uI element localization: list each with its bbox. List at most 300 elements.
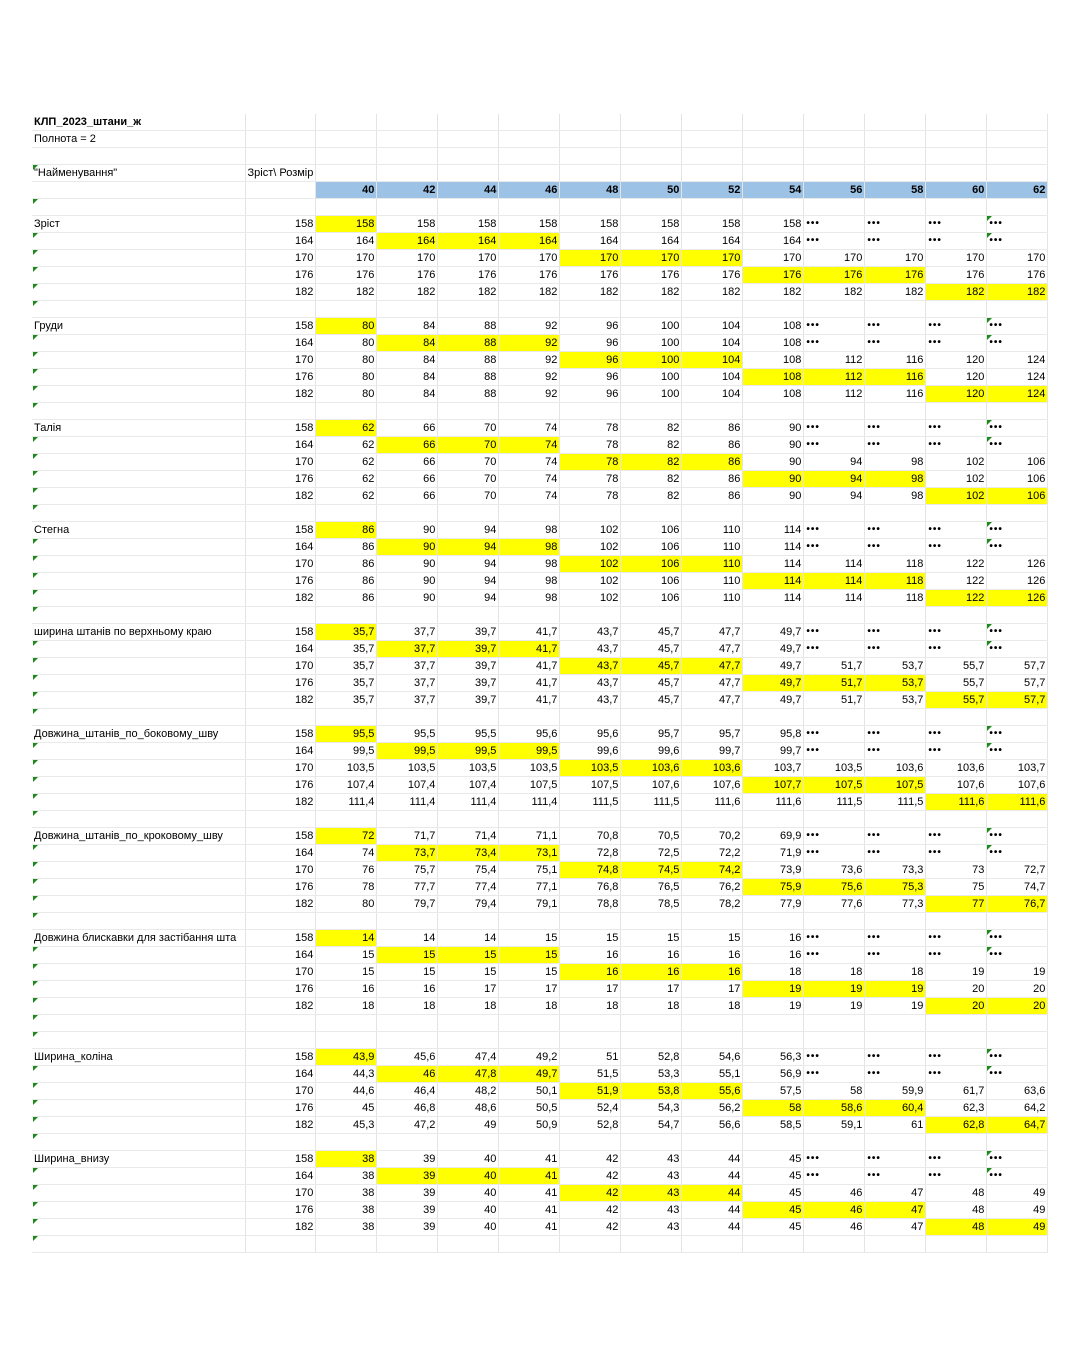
- value-cell[interactable]: 18: [743, 964, 804, 981]
- value-cell[interactable]: 100: [621, 369, 682, 386]
- ellipsis-cell[interactable]: •••: [804, 641, 865, 658]
- value-cell[interactable]: 15: [499, 964, 560, 981]
- value-cell[interactable]: 45: [316, 1100, 377, 1117]
- value-cell[interactable]: 62: [316, 454, 377, 471]
- label-cell[interactable]: [32, 437, 245, 454]
- value-cell[interactable]: 47,7: [682, 624, 743, 641]
- ellipsis-cell[interactable]: •••: [987, 726, 1048, 743]
- value-cell[interactable]: 99,6: [560, 743, 621, 760]
- height-cell[interactable]: 164: [245, 1168, 316, 1185]
- value-cell[interactable]: 170: [377, 250, 438, 267]
- value-cell[interactable]: 39,7: [438, 692, 499, 709]
- value-cell[interactable]: 107,5: [499, 777, 560, 794]
- value-cell[interactable]: 76,5: [621, 879, 682, 896]
- value-cell[interactable]: 80: [316, 896, 377, 913]
- value-cell[interactable]: 38: [316, 1168, 377, 1185]
- value-cell[interactable]: 39,7: [438, 675, 499, 692]
- size-header-cell[interactable]: 44: [438, 182, 499, 199]
- size-header-cell[interactable]: 54: [743, 182, 804, 199]
- value-cell[interactable]: 124: [987, 386, 1048, 403]
- value-cell[interactable]: 96: [560, 369, 621, 386]
- value-cell[interactable]: 114: [743, 522, 804, 539]
- value-cell[interactable]: 17: [621, 981, 682, 998]
- value-cell[interactable]: 39: [377, 1219, 438, 1236]
- value-cell[interactable]: 77,6: [804, 896, 865, 913]
- value-cell[interactable]: 43,7: [560, 641, 621, 658]
- value-cell[interactable]: 95,8: [743, 726, 804, 743]
- ellipsis-cell[interactable]: •••: [865, 641, 926, 658]
- value-cell[interactable]: 15: [316, 964, 377, 981]
- value-cell[interactable]: 50,9: [499, 1117, 560, 1134]
- ellipsis-cell[interactable]: •••: [926, 726, 987, 743]
- ellipsis-cell[interactable]: •••: [865, 1066, 926, 1083]
- height-cell[interactable]: 176: [245, 369, 316, 386]
- value-cell[interactable]: 176: [560, 267, 621, 284]
- label-cell[interactable]: [32, 1185, 245, 1202]
- value-cell[interactable]: 75,6: [804, 879, 865, 896]
- value-cell[interactable]: 182: [743, 284, 804, 301]
- value-cell[interactable]: 80: [316, 386, 377, 403]
- section-name-cell[interactable]: ширина штанів по верхньому краю: [32, 624, 245, 641]
- value-cell[interactable]: 98: [865, 488, 926, 505]
- label-cell[interactable]: [32, 658, 245, 675]
- height-cell[interactable]: 164: [245, 845, 316, 862]
- value-cell[interactable]: 84: [377, 369, 438, 386]
- value-cell[interactable]: 45: [743, 1168, 804, 1185]
- value-cell[interactable]: 78: [560, 437, 621, 454]
- value-cell[interactable]: 95,5: [438, 726, 499, 743]
- ellipsis-cell[interactable]: •••: [865, 726, 926, 743]
- value-cell[interactable]: 164: [316, 233, 377, 250]
- value-cell[interactable]: 49,7: [743, 641, 804, 658]
- value-cell[interactable]: 99,5: [377, 743, 438, 760]
- value-cell[interactable]: 40: [438, 1168, 499, 1185]
- value-cell[interactable]: 122: [926, 590, 987, 607]
- value-cell[interactable]: 94: [438, 539, 499, 556]
- value-cell[interactable]: 182: [560, 284, 621, 301]
- ellipsis-cell[interactable]: •••: [804, 335, 865, 352]
- value-cell[interactable]: 170: [621, 250, 682, 267]
- value-cell[interactable]: 112: [804, 386, 865, 403]
- value-cell[interactable]: 45,7: [621, 692, 682, 709]
- value-cell[interactable]: 110: [682, 539, 743, 556]
- value-cell[interactable]: 176: [926, 267, 987, 284]
- height-cell[interactable]: 176: [245, 267, 316, 284]
- value-cell[interactable]: 54,7: [621, 1117, 682, 1134]
- section-name-cell[interactable]: Стегна: [32, 522, 245, 539]
- value-cell[interactable]: 107,7: [743, 777, 804, 794]
- ellipsis-cell[interactable]: •••: [804, 437, 865, 454]
- value-cell[interactable]: 106: [621, 539, 682, 556]
- value-cell[interactable]: 15: [499, 930, 560, 947]
- value-cell[interactable]: 53,7: [865, 675, 926, 692]
- ellipsis-cell[interactable]: •••: [987, 1151, 1048, 1168]
- value-cell[interactable]: 107,5: [804, 777, 865, 794]
- section-name-cell[interactable]: Груди: [32, 318, 245, 335]
- value-cell[interactable]: 47: [865, 1185, 926, 1202]
- ellipsis-cell[interactable]: •••: [926, 828, 987, 845]
- label-cell[interactable]: [32, 981, 245, 998]
- section-name-cell[interactable]: Довжина_штанів_по_боковому_шву: [32, 726, 245, 743]
- height-cell[interactable]: 170: [245, 556, 316, 573]
- value-cell[interactable]: 45: [743, 1151, 804, 1168]
- value-cell[interactable]: 70: [438, 454, 499, 471]
- value-cell[interactable]: 98: [865, 454, 926, 471]
- value-cell[interactable]: 35,7: [316, 658, 377, 675]
- value-cell[interactable]: 76,7: [987, 896, 1048, 913]
- value-cell[interactable]: 107,5: [865, 777, 926, 794]
- value-cell[interactable]: 103,5: [499, 760, 560, 777]
- height-cell[interactable]: 176: [245, 471, 316, 488]
- value-cell[interactable]: 114: [804, 590, 865, 607]
- value-cell[interactable]: 90: [377, 539, 438, 556]
- value-cell[interactable]: 72,2: [682, 845, 743, 862]
- value-cell[interactable]: 62,8: [926, 1117, 987, 1134]
- ellipsis-cell[interactable]: •••: [865, 828, 926, 845]
- value-cell[interactable]: 170: [438, 250, 499, 267]
- value-cell[interactable]: 62: [316, 420, 377, 437]
- value-cell[interactable]: 176: [377, 267, 438, 284]
- value-cell[interactable]: 53,8: [621, 1083, 682, 1100]
- value-cell[interactable]: 16: [682, 947, 743, 964]
- height-cell[interactable]: 170: [245, 658, 316, 675]
- value-cell[interactable]: 106: [987, 454, 1048, 471]
- value-cell[interactable]: 38: [316, 1151, 377, 1168]
- name-header-cell[interactable]: "Найменування": [32, 165, 245, 182]
- value-cell[interactable]: 46: [804, 1219, 865, 1236]
- value-cell[interactable]: 43,7: [560, 675, 621, 692]
- ellipsis-cell[interactable]: •••: [804, 420, 865, 437]
- value-cell[interactable]: 170: [743, 250, 804, 267]
- value-cell[interactable]: 73,9: [743, 862, 804, 879]
- value-cell[interactable]: 58,5: [743, 1117, 804, 1134]
- value-cell[interactable]: 43,9: [316, 1049, 377, 1066]
- value-cell[interactable]: 80: [316, 369, 377, 386]
- value-cell[interactable]: 106: [621, 556, 682, 573]
- value-cell[interactable]: 176: [987, 267, 1048, 284]
- value-cell[interactable]: 158: [438, 216, 499, 233]
- value-cell[interactable]: 74: [499, 454, 560, 471]
- value-cell[interactable]: 50,1: [499, 1083, 560, 1100]
- value-cell[interactable]: 176: [316, 267, 377, 284]
- value-cell[interactable]: 45: [743, 1219, 804, 1236]
- height-cell[interactable]: 170: [245, 964, 316, 981]
- height-cell[interactable]: 182: [245, 794, 316, 811]
- value-cell[interactable]: 176: [804, 267, 865, 284]
- value-cell[interactable]: 18: [316, 998, 377, 1015]
- value-cell[interactable]: 71,4: [438, 828, 499, 845]
- value-cell[interactable]: 90: [377, 590, 438, 607]
- height-cell[interactable]: 164: [245, 641, 316, 658]
- value-cell[interactable]: 15: [682, 930, 743, 947]
- value-cell[interactable]: 82: [621, 488, 682, 505]
- value-cell[interactable]: 74,5: [621, 862, 682, 879]
- value-cell[interactable]: 41: [499, 1202, 560, 1219]
- height-cell[interactable]: 170: [245, 250, 316, 267]
- value-cell[interactable]: 62: [316, 471, 377, 488]
- value-cell[interactable]: 51,5: [560, 1066, 621, 1083]
- value-cell[interactable]: 104: [682, 318, 743, 335]
- size-header-cell[interactable]: 42: [377, 182, 438, 199]
- value-cell[interactable]: 72,7: [987, 862, 1048, 879]
- ellipsis-cell[interactable]: •••: [926, 743, 987, 760]
- value-cell[interactable]: 114: [743, 556, 804, 573]
- value-cell[interactable]: 49,7: [743, 675, 804, 692]
- value-cell[interactable]: 18: [682, 998, 743, 1015]
- value-cell[interactable]: 170: [987, 250, 1048, 267]
- value-cell[interactable]: 35,7: [316, 692, 377, 709]
- value-cell[interactable]: 90: [743, 437, 804, 454]
- value-cell[interactable]: 42: [560, 1202, 621, 1219]
- height-cell[interactable]: 164: [245, 1066, 316, 1083]
- value-cell[interactable]: 43,7: [560, 624, 621, 641]
- value-cell[interactable]: 15: [316, 947, 377, 964]
- value-cell[interactable]: 73,6: [804, 862, 865, 879]
- value-cell[interactable]: 108: [743, 369, 804, 386]
- value-cell[interactable]: 111,5: [560, 794, 621, 811]
- value-cell[interactable]: 59,1: [804, 1117, 865, 1134]
- value-cell[interactable]: 86: [316, 522, 377, 539]
- label-cell[interactable]: [32, 692, 245, 709]
- value-cell[interactable]: 49: [987, 1185, 1048, 1202]
- value-cell[interactable]: 49: [987, 1202, 1048, 1219]
- value-cell[interactable]: 15: [438, 964, 499, 981]
- value-cell[interactable]: 103,6: [926, 760, 987, 777]
- value-cell[interactable]: 49,7: [743, 692, 804, 709]
- ellipsis-cell[interactable]: •••: [987, 318, 1048, 335]
- value-cell[interactable]: 45,6: [377, 1049, 438, 1066]
- label-cell[interactable]: [32, 471, 245, 488]
- size-header-cell[interactable]: 50: [621, 182, 682, 199]
- value-cell[interactable]: 16: [377, 981, 438, 998]
- ellipsis-cell[interactable]: •••: [987, 641, 1048, 658]
- value-cell[interactable]: 118: [865, 573, 926, 590]
- value-cell[interactable]: 84: [377, 386, 438, 403]
- value-cell[interactable]: 103,6: [682, 760, 743, 777]
- height-cell[interactable]: 176: [245, 1100, 316, 1117]
- label-cell[interactable]: [32, 573, 245, 590]
- value-cell[interactable]: 15: [377, 947, 438, 964]
- value-cell[interactable]: 107,5: [560, 777, 621, 794]
- value-cell[interactable]: 48,2: [438, 1083, 499, 1100]
- value-cell[interactable]: 88: [438, 318, 499, 335]
- section-name-cell[interactable]: Довжина блискавки для застібання шта: [32, 930, 245, 947]
- value-cell[interactable]: 16: [743, 930, 804, 947]
- value-cell[interactable]: 16: [560, 947, 621, 964]
- value-cell[interactable]: 170: [560, 250, 621, 267]
- ellipsis-cell[interactable]: •••: [926, 1168, 987, 1185]
- value-cell[interactable]: 75,3: [865, 879, 926, 896]
- value-cell[interactable]: 39: [377, 1202, 438, 1219]
- value-cell[interactable]: 79,7: [377, 896, 438, 913]
- size-header-cell[interactable]: 48: [560, 182, 621, 199]
- sheet-title-cell[interactable]: КЛП_2023_штани_ж: [32, 114, 245, 131]
- value-cell[interactable]: 39: [377, 1151, 438, 1168]
- value-cell[interactable]: 94: [438, 556, 499, 573]
- value-cell[interactable]: 158: [621, 216, 682, 233]
- value-cell[interactable]: 45,7: [621, 641, 682, 658]
- value-cell[interactable]: 46: [804, 1185, 865, 1202]
- ellipsis-cell[interactable]: •••: [865, 420, 926, 437]
- value-cell[interactable]: 158: [682, 216, 743, 233]
- value-cell[interactable]: 92: [499, 352, 560, 369]
- value-cell[interactable]: 164: [499, 233, 560, 250]
- ellipsis-cell[interactable]: •••: [987, 420, 1048, 437]
- ellipsis-cell[interactable]: •••: [926, 1151, 987, 1168]
- value-cell[interactable]: 86: [316, 556, 377, 573]
- ellipsis-cell[interactable]: •••: [987, 1168, 1048, 1185]
- value-cell[interactable]: 99,5: [438, 743, 499, 760]
- value-cell[interactable]: 55,7: [926, 658, 987, 675]
- label-cell[interactable]: [32, 1066, 245, 1083]
- value-cell[interactable]: 41: [499, 1219, 560, 1236]
- value-cell[interactable]: 53,3: [621, 1066, 682, 1083]
- height-cell[interactable]: 182: [245, 284, 316, 301]
- value-cell[interactable]: 176: [621, 267, 682, 284]
- height-cell[interactable]: 158: [245, 216, 316, 233]
- height-cell[interactable]: 176: [245, 1202, 316, 1219]
- height-cell[interactable]: 164: [245, 947, 316, 964]
- value-cell[interactable]: 126: [987, 573, 1048, 590]
- height-cell[interactable]: 176: [245, 879, 316, 896]
- section-name-cell[interactable]: Талія: [32, 420, 245, 437]
- value-cell[interactable]: 71,1: [499, 828, 560, 845]
- value-cell[interactable]: 158: [560, 216, 621, 233]
- value-cell[interactable]: 69,9: [743, 828, 804, 845]
- value-cell[interactable]: 78: [560, 471, 621, 488]
- value-cell[interactable]: 66: [377, 437, 438, 454]
- value-cell[interactable]: 107,6: [621, 777, 682, 794]
- value-cell[interactable]: 19: [926, 964, 987, 981]
- label-cell[interactable]: [32, 386, 245, 403]
- value-cell[interactable]: 66: [377, 488, 438, 505]
- label-cell[interactable]: [32, 1202, 245, 1219]
- value-cell[interactable]: 90: [377, 573, 438, 590]
- value-cell[interactable]: 17: [438, 981, 499, 998]
- value-cell[interactable]: 94: [438, 573, 499, 590]
- label-cell[interactable]: [32, 1083, 245, 1100]
- height-cell[interactable]: 182: [245, 1219, 316, 1236]
- value-cell[interactable]: 95,6: [499, 726, 560, 743]
- height-cell[interactable]: 158: [245, 624, 316, 641]
- value-cell[interactable]: 75,7: [377, 862, 438, 879]
- value-cell[interactable]: 108: [743, 352, 804, 369]
- value-cell[interactable]: 78,2: [682, 896, 743, 913]
- value-cell[interactable]: 56,2: [682, 1100, 743, 1117]
- value-cell[interactable]: 18: [621, 998, 682, 1015]
- value-cell[interactable]: 41: [499, 1185, 560, 1202]
- value-cell[interactable]: 114: [804, 556, 865, 573]
- value-cell[interactable]: 46,4: [377, 1083, 438, 1100]
- label-cell[interactable]: [32, 556, 245, 573]
- value-cell[interactable]: 49,7: [743, 658, 804, 675]
- value-cell[interactable]: 98: [499, 556, 560, 573]
- value-cell[interactable]: 53,7: [865, 658, 926, 675]
- value-cell[interactable]: 40: [438, 1151, 499, 1168]
- value-cell[interactable]: 158: [499, 216, 560, 233]
- ellipsis-cell[interactable]: •••: [987, 437, 1048, 454]
- value-cell[interactable]: 176: [682, 267, 743, 284]
- value-cell[interactable]: 71,9: [743, 845, 804, 862]
- ellipsis-cell[interactable]: •••: [926, 216, 987, 233]
- height-cell[interactable]: 182: [245, 386, 316, 403]
- value-cell[interactable]: 96: [560, 318, 621, 335]
- value-cell[interactable]: 98: [499, 539, 560, 556]
- value-cell[interactable]: 78: [560, 420, 621, 437]
- value-cell[interactable]: 70: [438, 420, 499, 437]
- value-cell[interactable]: 112: [804, 369, 865, 386]
- ellipsis-cell[interactable]: •••: [987, 522, 1048, 539]
- label-cell[interactable]: [32, 488, 245, 505]
- value-cell[interactable]: 40: [438, 1185, 499, 1202]
- value-cell[interactable]: 57,7: [987, 675, 1048, 692]
- ellipsis-cell[interactable]: •••: [804, 233, 865, 250]
- value-cell[interactable]: 52,8: [560, 1117, 621, 1134]
- value-cell[interactable]: 15: [499, 947, 560, 964]
- value-cell[interactable]: 103,5: [316, 760, 377, 777]
- value-cell[interactable]: 18: [499, 998, 560, 1015]
- value-cell[interactable]: 111,6: [682, 794, 743, 811]
- value-cell[interactable]: 182: [926, 284, 987, 301]
- value-cell[interactable]: 14: [377, 930, 438, 947]
- value-cell[interactable]: 41,7: [499, 658, 560, 675]
- size-header-cell[interactable]: 58: [865, 182, 926, 199]
- ellipsis-cell[interactable]: •••: [926, 420, 987, 437]
- height-cell[interactable]: 182: [245, 692, 316, 709]
- value-cell[interactable]: 92: [499, 335, 560, 352]
- label-cell[interactable]: [32, 369, 245, 386]
- height-cell[interactable]: 158: [245, 726, 316, 743]
- value-cell[interactable]: 170: [499, 250, 560, 267]
- value-cell[interactable]: 39: [377, 1168, 438, 1185]
- label-cell[interactable]: [32, 760, 245, 777]
- value-cell[interactable]: 47,7: [682, 658, 743, 675]
- value-cell[interactable]: 103,7: [743, 760, 804, 777]
- value-cell[interactable]: 52,8: [621, 1049, 682, 1066]
- value-cell[interactable]: 111,6: [926, 794, 987, 811]
- value-cell[interactable]: 47: [865, 1219, 926, 1236]
- value-cell[interactable]: 110: [682, 573, 743, 590]
- value-cell[interactable]: 111,6: [743, 794, 804, 811]
- ellipsis-cell[interactable]: •••: [804, 726, 865, 743]
- size-header-cell[interactable]: 40: [316, 182, 377, 199]
- value-cell[interactable]: 80: [316, 335, 377, 352]
- value-cell[interactable]: 82: [621, 420, 682, 437]
- ellipsis-cell[interactable]: •••: [804, 1168, 865, 1185]
- value-cell[interactable]: 62: [316, 488, 377, 505]
- height-cell[interactable]: 170: [245, 760, 316, 777]
- value-cell[interactable]: 18: [560, 998, 621, 1015]
- value-cell[interactable]: 111,4: [316, 794, 377, 811]
- value-cell[interactable]: 86: [682, 488, 743, 505]
- value-cell[interactable]: 43,7: [560, 658, 621, 675]
- value-cell[interactable]: 56,6: [682, 1117, 743, 1134]
- value-cell[interactable]: 70: [438, 471, 499, 488]
- value-cell[interactable]: 106: [621, 522, 682, 539]
- ellipsis-cell[interactable]: •••: [987, 1049, 1048, 1066]
- value-cell[interactable]: 72,8: [560, 845, 621, 862]
- value-cell[interactable]: 38: [316, 1219, 377, 1236]
- value-cell[interactable]: 73,7: [377, 845, 438, 862]
- value-cell[interactable]: 47: [865, 1202, 926, 1219]
- value-cell[interactable]: 95,7: [621, 726, 682, 743]
- value-cell[interactable]: 78: [560, 488, 621, 505]
- value-cell[interactable]: 72: [316, 828, 377, 845]
- value-cell[interactable]: 104: [682, 335, 743, 352]
- ellipsis-cell[interactable]: •••: [865, 318, 926, 335]
- value-cell[interactable]: 56,9: [743, 1066, 804, 1083]
- size-header-cell[interactable]: 62: [987, 182, 1048, 199]
